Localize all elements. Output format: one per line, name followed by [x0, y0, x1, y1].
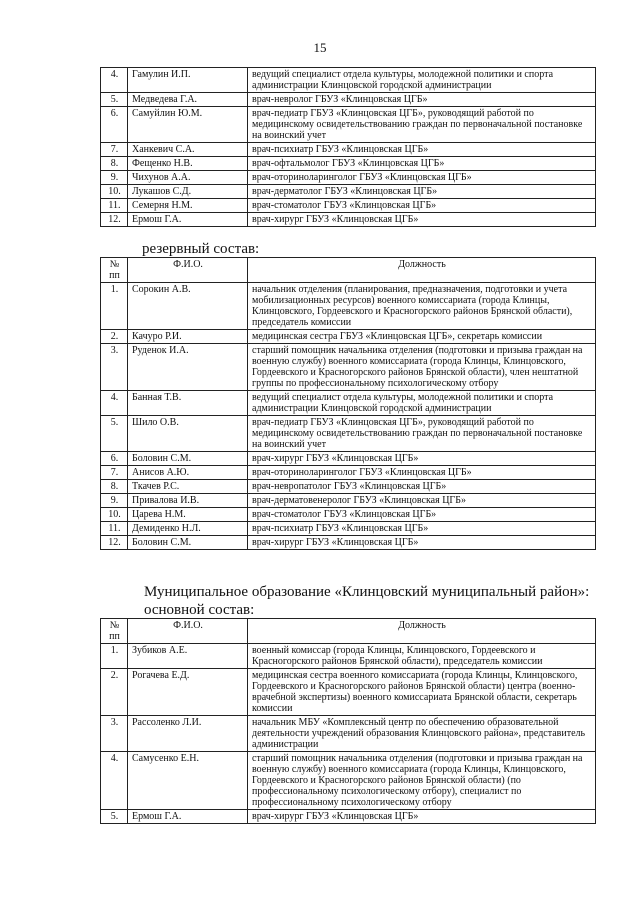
member-name: Рогачева Е.Д.	[128, 669, 248, 716]
member-name: Анисов А.Ю.	[128, 466, 248, 480]
table-row	[101, 171, 596, 185]
table-row	[101, 644, 596, 669]
member-name: Демиденко Н.Л.	[128, 522, 248, 536]
member-position: старший помощник начальника отделения (подготовки и призыва граждан на военную службу) военного комиссариата (города Клинцы, Клинцовского, Гордеевского и Красногорского районов Брянской области) (по профессиональному психологическому отбору), специалист по профессиональному психологическому отбору	[248, 752, 596, 810]
member-name: Семерня Н.М.	[128, 199, 248, 213]
member-position: медицинская сестра военного комиссариата (города Клинцы, Клинцовского, Гордеевского и Красногорского районов Брянской области) центра (военно-врачебной экспертизы) военного комиссариата Брянской области, секретарь комиссии	[248, 669, 596, 716]
table-row	[101, 107, 596, 143]
member-position: врач-хирург ГБУЗ «Клинцовская ЦГБ»	[248, 452, 596, 466]
member-position: врач-хирург ГБУЗ «Клинцовская ЦГБ»	[248, 536, 596, 550]
member-name: Самусенко Е.Н.	[128, 752, 248, 810]
row-number: 12.	[101, 536, 128, 550]
member-name: Медведева Г.А.	[128, 93, 248, 107]
row-number: 3.	[101, 344, 128, 391]
row-number: 2.	[101, 330, 128, 344]
member-name: Шило О.В.	[128, 416, 248, 452]
member-name: Лукашов С.Д.	[128, 185, 248, 199]
table-row	[101, 716, 596, 752]
row-number: 6.	[101, 452, 128, 466]
municipality-heading: Муниципальное образование «Клинцовский муниципальный район»:	[144, 584, 590, 600]
table-row	[101, 536, 596, 550]
table-row	[101, 330, 596, 344]
member-position: врач-психиатр ГБУЗ «Клинцовская ЦГБ»	[248, 522, 596, 536]
row-number: 12.	[101, 213, 128, 227]
member-name: Фещенко Н.В.	[128, 157, 248, 171]
member-position: врач-хирург ГБУЗ «Клинцовская ЦГБ»	[248, 810, 596, 824]
row-number: 5.	[101, 93, 128, 107]
row-number: 11.	[101, 522, 128, 536]
member-position: врач-психиатр ГБУЗ «Клинцовская ЦГБ»	[248, 143, 596, 157]
header-position: Должность	[248, 258, 596, 283]
table-row	[101, 522, 596, 536]
table-row	[101, 416, 596, 452]
member-position: начальник отделения (планирования, предназначения, подготовки и учета мобилизационных ресурсов) военного комиссариата (города Клинцы, Клинцовского, Гордеевского и Красногорского районов Брянской области), председатель комиссии	[248, 283, 596, 330]
member-position: врач-дерматовенеролог ГБУЗ «Клинцовская ЦГБ»	[248, 494, 596, 508]
member-name: Зубиков А.Е.	[128, 644, 248, 669]
table-header-row	[101, 619, 596, 644]
row-number: 6.	[101, 107, 128, 143]
commission-table-city-reserve	[100, 257, 596, 550]
member-position: врач-невропатолог ГБУЗ «Клинцовская ЦГБ»	[248, 480, 596, 494]
member-name: Сорокин А.В.	[128, 283, 248, 330]
member-position: начальник МБУ «Комплексный центр по обеспечению образовательной деятельности учреждений образования Клинцовского района», представитель администрации	[248, 716, 596, 752]
table-row	[101, 391, 596, 416]
member-name: Рассоленко Л.И.	[128, 716, 248, 752]
row-number: 8.	[101, 157, 128, 171]
header-name: Ф.И.О.	[128, 258, 248, 283]
row-number: 2.	[101, 669, 128, 716]
main-composition-heading: основной состав:	[144, 602, 255, 618]
member-position: врач-офтальмолог ГБУЗ «Клинцовская ЦГБ»	[248, 157, 596, 171]
member-name: Привалова И.В.	[128, 494, 248, 508]
table-row	[101, 810, 596, 824]
member-position: военный комиссар (города Клинцы, Клинцовского, Гордеевского и Красногорского районов Брянской области), председатель комиссии	[248, 644, 596, 669]
row-number: 8.	[101, 480, 128, 494]
member-name: Качуро Р.И.	[128, 330, 248, 344]
member-name: Ткачев Р.С.	[128, 480, 248, 494]
page-number: 15	[313, 40, 327, 55]
table-row	[101, 157, 596, 171]
header-num: № пп	[101, 258, 128, 283]
member-position: врач-стоматолог ГБУЗ «Клинцовская ЦГБ»	[248, 199, 596, 213]
table-body	[101, 68, 596, 227]
row-number: 7.	[101, 143, 128, 157]
commission-table-district-main	[100, 618, 596, 824]
table-row	[101, 508, 596, 522]
member-position: ведущий специалист отдела культуры, молодежной политики и спорта администрации Клинцовской городской администрации	[248, 68, 596, 93]
table-row	[101, 494, 596, 508]
member-position: врач-стоматолог ГБУЗ «Клинцовская ЦГБ»	[248, 508, 596, 522]
member-name: Чихунов А.А.	[128, 171, 248, 185]
table-row	[101, 480, 596, 494]
row-number: 5.	[101, 810, 128, 824]
header-name: Ф.И.О.	[128, 619, 248, 644]
member-name: Ханкевич С.А.	[128, 143, 248, 157]
table-row	[101, 185, 596, 199]
table-header-row	[101, 258, 596, 283]
table-row	[101, 143, 596, 157]
member-position: врач-невролог ГБУЗ «Клинцовская ЦГБ»	[248, 93, 596, 107]
table-row	[101, 68, 596, 93]
member-name: Самуйлин Ю.М.	[128, 107, 248, 143]
table-row	[101, 466, 596, 480]
table-body	[101, 283, 596, 550]
member-name: Боловин С.М.	[128, 452, 248, 466]
member-name: Ермош Г.А.	[128, 810, 248, 824]
table-row	[101, 213, 596, 227]
row-number: 4.	[101, 391, 128, 416]
member-position: врач-хирург ГБУЗ «Клинцовская ЦГБ»	[248, 213, 596, 227]
table-row	[101, 93, 596, 107]
member-position: ведущий специалист отдела культуры, молодежной политики и спорта администрации Клинцовской городской администрации	[248, 391, 596, 416]
member-name: Ермош Г.А.	[128, 213, 248, 227]
row-number: 4.	[101, 752, 128, 810]
table-row	[101, 199, 596, 213]
member-name: Руденок И.А.	[128, 344, 248, 391]
member-position: врач-педиатр ГБУЗ «Клинцовская ЦГБ», руководящий работой по медицинскому освидетельствованию граждан по первоначальной постановке на воинский учет	[248, 416, 596, 452]
row-number: 10.	[101, 185, 128, 199]
table-row	[101, 283, 596, 330]
member-position: медицинская сестра ГБУЗ «Клинцовская ЦГБ», секретарь комиссии	[248, 330, 596, 344]
row-number: 9.	[101, 171, 128, 185]
member-position: старший помощник начальника отделения (подготовки и призыва граждан на военную службу) военного комиссариата (города Клинцы, Клинцовского, Гордеевского и Красногорского районов Брянской области), член нештатной группы по профессиональному психологическому отбору	[248, 344, 596, 391]
reserve-heading: резервный состав:	[142, 241, 260, 257]
row-number: 9.	[101, 494, 128, 508]
row-number: 4.	[101, 68, 128, 93]
member-name: Банная Т.В.	[128, 391, 248, 416]
row-number: 7.	[101, 466, 128, 480]
row-number: 1.	[101, 283, 128, 330]
table-row	[101, 344, 596, 391]
member-position: врач-педиатр ГБУЗ «Клинцовская ЦГБ», руководящий работой по медицинскому освидетельствованию граждан по первоначальной постановке на воинский учет	[248, 107, 596, 143]
commission-table-city-main	[100, 67, 596, 227]
row-number: 5.	[101, 416, 128, 452]
row-number: 1.	[101, 644, 128, 669]
member-name: Царева Н.М.	[128, 508, 248, 522]
member-name: Гамулин И.П.	[128, 68, 248, 93]
member-position: врач-оториноларинголог ГБУЗ «Клинцовская ЦГБ»	[248, 466, 596, 480]
member-name: Боловин С.М.	[128, 536, 248, 550]
member-position: врач-дерматолог ГБУЗ «Клинцовская ЦГБ»	[248, 185, 596, 199]
row-number: 3.	[101, 716, 128, 752]
row-number: 10.	[101, 508, 128, 522]
header-position: Должность	[248, 619, 596, 644]
member-position: врач-оториноларинголог ГБУЗ «Клинцовская ЦГБ»	[248, 171, 596, 185]
row-number: 11.	[101, 199, 128, 213]
table-body	[101, 644, 596, 824]
header-num: № пп	[101, 619, 128, 644]
table-row	[101, 452, 596, 466]
table-row	[101, 752, 596, 810]
table-row	[101, 669, 596, 716]
